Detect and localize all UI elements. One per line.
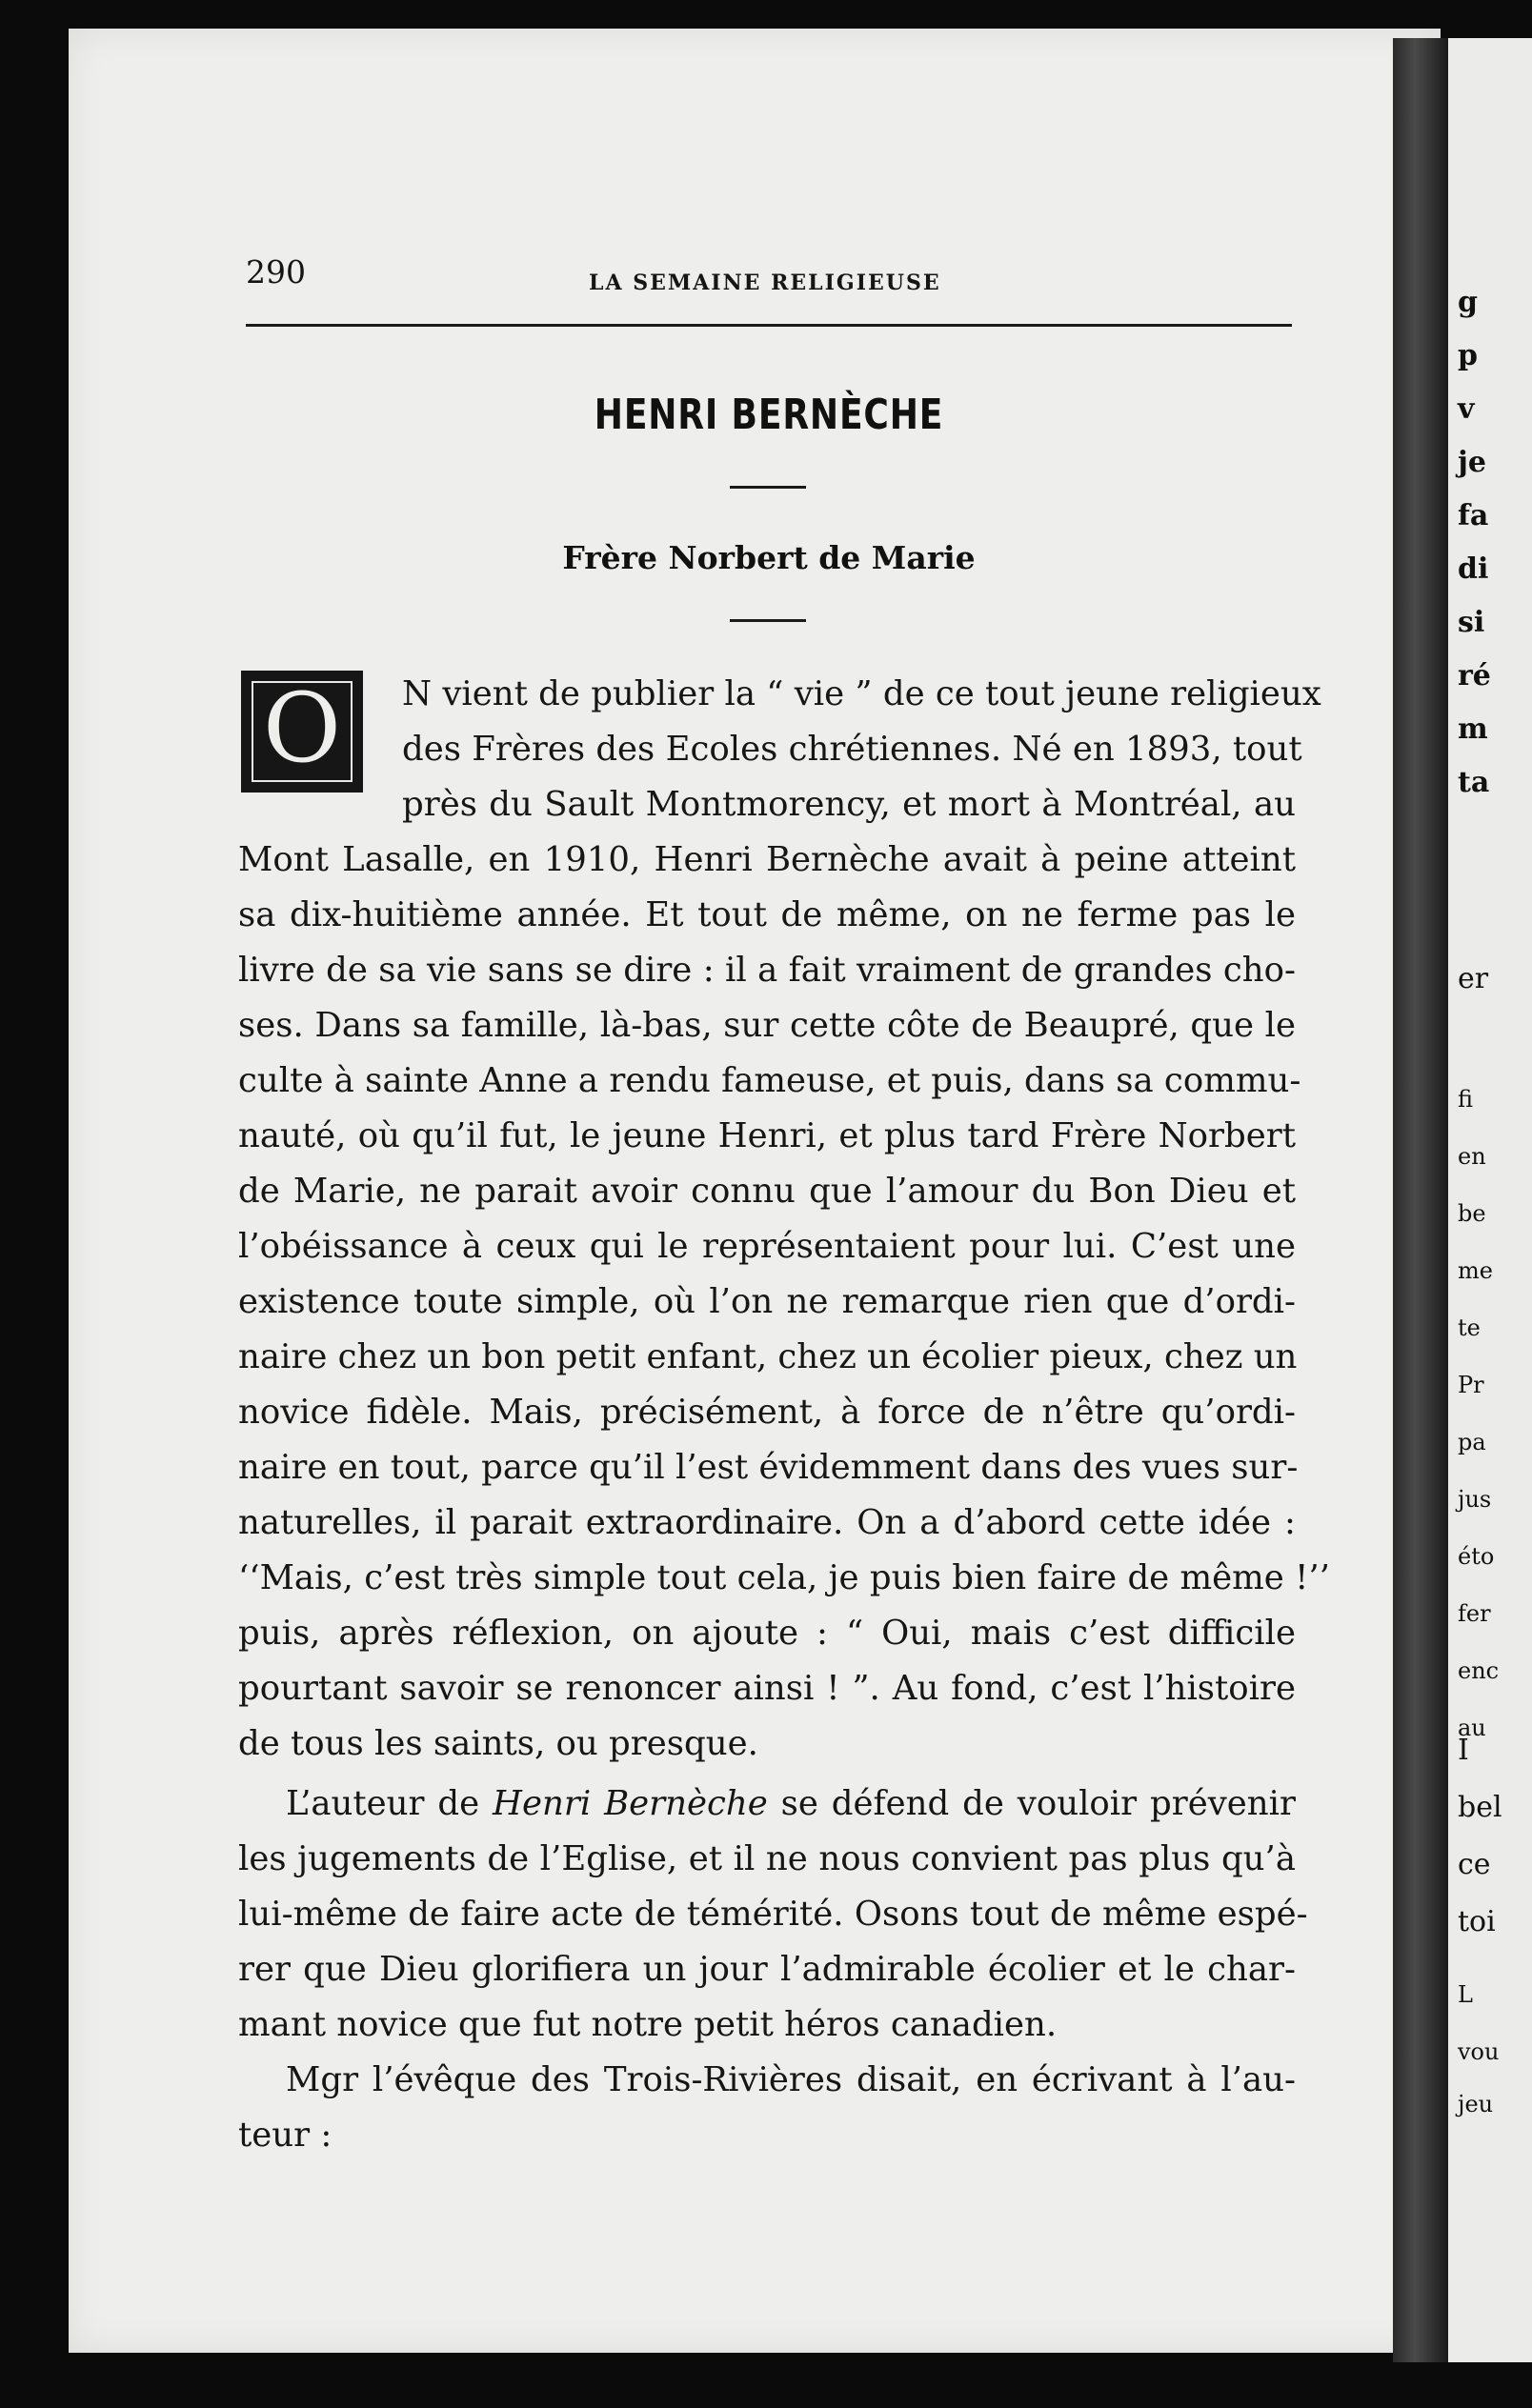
para2-line-4: mant novice que fut notre petit héros canadien. (238, 2005, 1058, 2044)
adjacent-page-fragment: enc (1458, 1657, 1500, 1684)
p2-text-start: L’auteur de (286, 1784, 494, 1823)
book-title-italic: Henri Bernèche (493, 1784, 768, 1823)
adjacent-page-fragment: be (1458, 1200, 1486, 1227)
adjacent-page-fragment: er (1458, 962, 1489, 995)
para3-line-2: teur : (238, 2116, 333, 2155)
para1-line-5: sa dix-huitième année. Et tout de même, on ne ferme pas le (238, 895, 1296, 934)
para1-line-18: puis, après réflexion, on ajoute : “ Oui, mais c’est difficile (238, 1614, 1296, 1653)
para1-line-1: N vient de publier la “ vie ” de ce tout jeune religieux (402, 674, 1321, 713)
adjacent-page-fragment: vou (1458, 2038, 1500, 2065)
adjacent-page-fragment: jeu (1458, 2091, 1494, 2117)
adjacent-page-fragment: p (1458, 339, 1478, 372)
para1-line-9: nauté, où qu’il fut, le jeune Henri, et plus tard Frère Norbert (238, 1116, 1296, 1155)
adjacent-page-fragment: L (1458, 1981, 1473, 2008)
title-separator (730, 486, 806, 489)
adjacent-page-fragment: au (1458, 1715, 1486, 1741)
adjacent-page-fragment: fer (1458, 1600, 1491, 1627)
adjacent-page-edge (1448, 38, 1532, 2362)
paragraph-1 (238, 667, 1330, 1772)
para2-line-1: les jugements de l’Eglise, et il ne nous convient pas plus qu’à (238, 1839, 1296, 1878)
para1-line-14: novice fidèle. Mais, précisément, à force de n’être qu’ordi- (238, 1393, 1296, 1432)
adjacent-page-fragment: jus (1458, 1486, 1492, 1513)
book-gutter (1393, 38, 1448, 2362)
para1-line-3: près du Sault Montmorency, et mort à Montréal, au (402, 785, 1296, 824)
para1-line-20: de tous les saints, ou presque. (238, 1724, 758, 1763)
adjacent-page-fragment: toi (1458, 1905, 1496, 1938)
drop-cap-letter: O (263, 672, 341, 784)
para1-line-10: de Marie, ne parait avoir connu que l’amour du Bon Dieu et (238, 1172, 1296, 1211)
para1-line-12: existence toute simple, où l’on ne remarque rien que d’ordi- (238, 1282, 1296, 1321)
adjacent-page-fragment: te (1458, 1314, 1481, 1341)
article-subtitle: Frère Norbert de Marie (562, 539, 976, 576)
para3-line-1: Mgr l’évêque des Trois-Rivières disait, en écrivant à l’au- (286, 2060, 1296, 2099)
adjacent-page-fragment: Pr (1458, 1372, 1484, 1398)
para1-line-4: Mont Lasalle, en 1910, Henri Bernèche avait à peine atteint (238, 840, 1296, 879)
header-rule (246, 324, 1292, 327)
page-number: 290 (246, 253, 306, 291)
para1-line-15: naire en tout, parce qu’il l’est évidemment dans des vues sur- (238, 1448, 1299, 1487)
p2-text-end: se défend de vouloir prévenir (767, 1784, 1296, 1823)
para1-line-19: pourtant savoir se renoncer ainsi ! ”. Au fond, c’est l’histoire (238, 1669, 1296, 1708)
adjacent-page-fragment: I (1458, 1734, 1469, 1767)
paragraph-2 (238, 1776, 1308, 2053)
adjacent-page-fragment: me (1458, 1257, 1493, 1284)
adjacent-page-fragment: ce (1458, 1848, 1491, 1881)
para1-line-2: des Frères des Ecoles chrétiennes. Né en 1893, tout (402, 730, 1302, 769)
adjacent-page-fragment: ta (1458, 766, 1490, 799)
para1-line-13: naire chez un bon petit enfant, chez un écolier pieux, chez un (238, 1337, 1298, 1376)
paragraph-3 (238, 2053, 1296, 2163)
para1-line-7: ses. Dans sa famille, là-bas, sur cette côte de Beaupré, que le (238, 1006, 1296, 1045)
paragraph-2-line-1 (238, 1776, 1296, 1832)
page-header (246, 253, 1292, 295)
para2-line-3: rer que Dieu glorifiera un jour l’admirable écolier et le char- (238, 1950, 1296, 1989)
para1-line-17: ‘‘Mais, c’est très simple tout cela, je puis bien faire de même !’’ (238, 1558, 1330, 1597)
article-title: HENRI BERNÈCHE (594, 391, 944, 439)
adjacent-page-fragment: si (1458, 606, 1485, 639)
adjacent-page-fragment: di (1458, 552, 1489, 586)
running-head: LA SEMAINE RELIGIEUSE (589, 271, 941, 295)
para1-line-16: naturelles, il parait extraordinaire. On a d’abord cette idée : (238, 1503, 1296, 1542)
adjacent-page-fragment: pa (1458, 1429, 1486, 1455)
para1-line-6: livre de sa vie sans se dire : il a fait vraiment de grandes cho- (238, 951, 1296, 990)
adjacent-page-fragment: g (1458, 286, 1478, 319)
adjacent-page-fragment: v (1458, 392, 1475, 426)
para1-line-11: l’obéissance à ceux qui le représentaient pour lui. C’est une (238, 1227, 1296, 1266)
adjacent-page-fragment: je (1458, 446, 1486, 479)
adjacent-page-fragment: ré (1458, 659, 1491, 692)
adjacent-page-fragment: en (1458, 1143, 1486, 1170)
adjacent-page-fragment: bel (1458, 1791, 1502, 1824)
subtitle-separator (730, 619, 806, 622)
para2-line-2: lui-même de faire acte de témérité. Osons tout de même espé- (238, 1895, 1308, 1934)
adjacent-page-fragment: fi (1458, 1086, 1474, 1113)
adjacent-page-fragment: éto (1458, 1543, 1495, 1570)
adjacent-page-fragment: fa (1458, 499, 1489, 532)
adjacent-page-fragment: m (1458, 712, 1488, 746)
para1-line-8: culte à sainte Anne a rendu fameuse, et puis, dans sa commu- (238, 1061, 1301, 1100)
